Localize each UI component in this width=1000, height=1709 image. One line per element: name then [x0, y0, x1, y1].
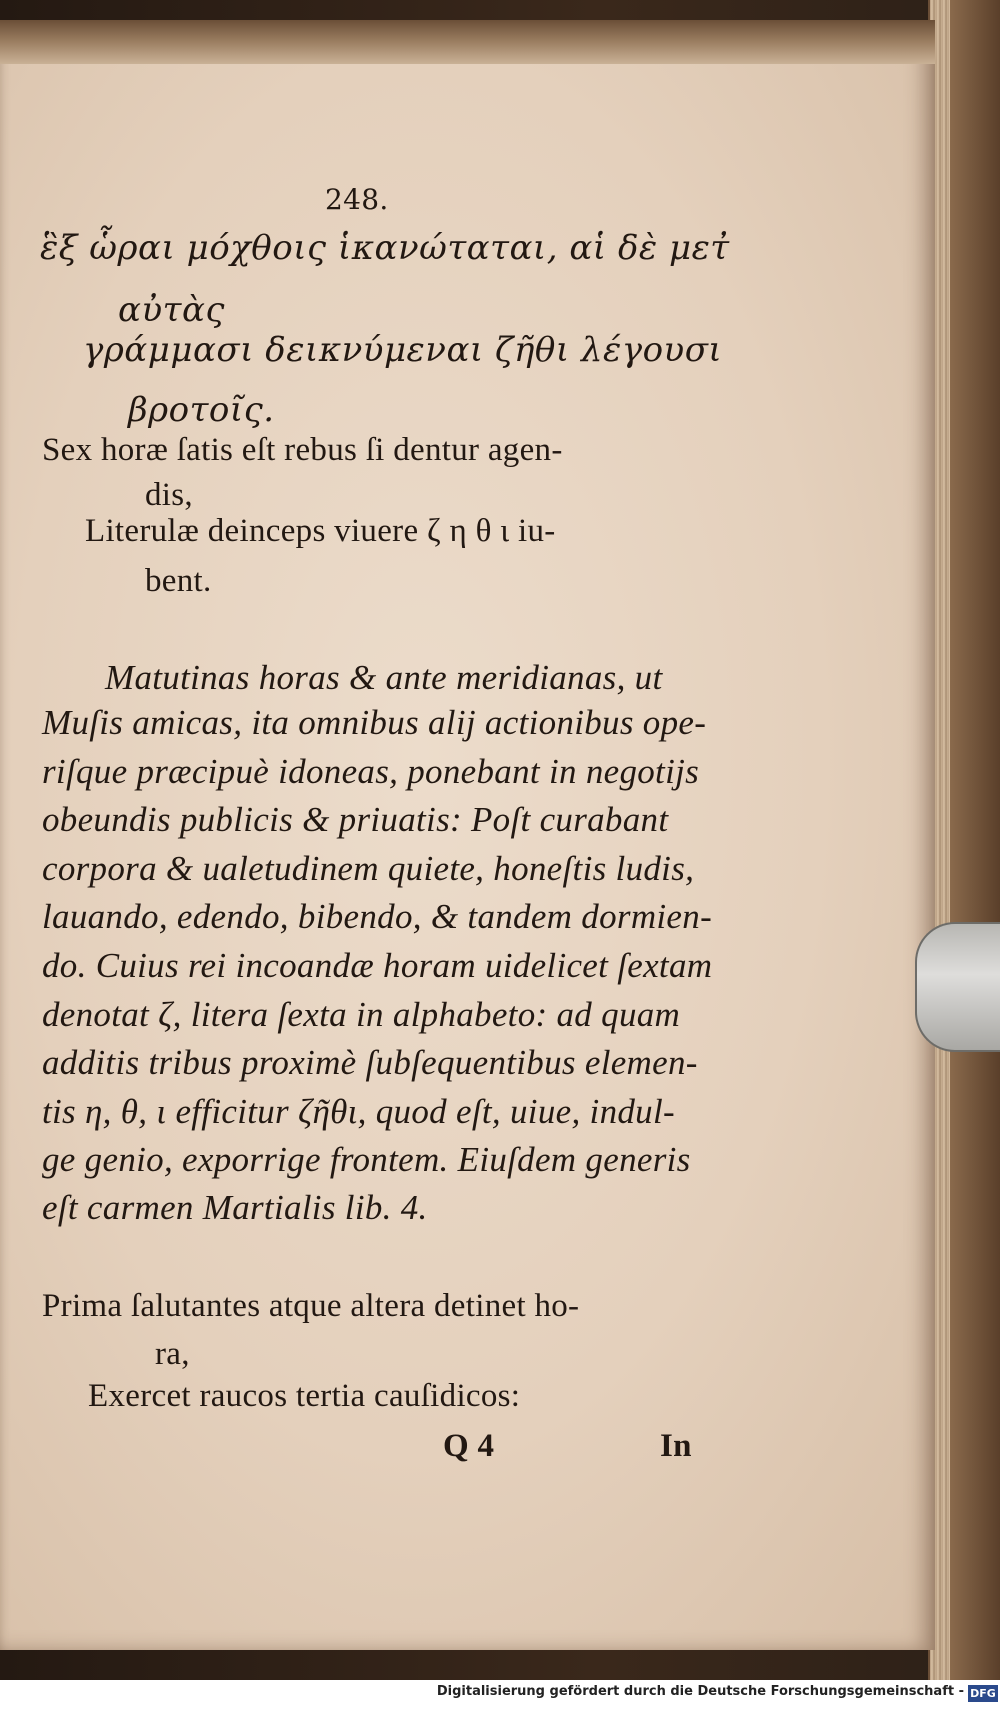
text-line: bent.: [145, 563, 212, 599]
text-line: eſt carmen Martialis lib. 4.: [42, 1188, 428, 1227]
text-line: Exercet raucos tertia cauſidicos:: [88, 1378, 521, 1414]
text-line: lauando, edendo, bibendo, & tandem dormien-: [42, 897, 713, 936]
text-line: riſque præcipuè idoneas, ponebant in negotijs: [42, 752, 700, 791]
text-line: γράμμασι δεικνύμεναι ζῆθι λέγουσι: [83, 330, 723, 370]
text-line: additis tribus proximè ſubſequentibus elemen-: [42, 1043, 698, 1082]
text-line: do. Cuius rei incoandæ horam uidelicet ſextam: [42, 946, 713, 985]
digitization-credit: Digitalisierung gefördert durch die Deutsche Forschungsgemeinschaft -: [436, 1684, 964, 1699]
book-cover-edge: [950, 0, 1000, 1709]
text-line: ἓξ ὧραι μόχθοις ἱκανώταται, αἱ δὲ μετ̓: [40, 228, 730, 268]
text-line: obeundis publicis & priuatis: Poſt curabant: [42, 800, 669, 839]
signature-mark: Q 4: [443, 1428, 495, 1464]
catchword: In: [660, 1428, 692, 1464]
text-line: ra,: [155, 1336, 190, 1372]
text-line: Muſis amicas, ita omnibus alij actionibus ope-: [42, 703, 707, 742]
text-line: corpora & ualetudinem quiete, honeſtis ludis,: [42, 849, 695, 888]
text-line: βροτοῖς.: [128, 390, 275, 430]
dfg-logo-icon: DFG: [968, 1685, 998, 1702]
text-line: ge genio, exporrige frontem. Eiuſdem generis: [42, 1140, 691, 1179]
text-line: tis η, θ, ι efficitur ζῆθι, quod eſt, uiue, indul-: [42, 1092, 675, 1131]
text-line: αὐτὰς: [118, 290, 225, 330]
text-line: dis,: [145, 477, 193, 513]
footer-bar: [0, 1680, 1000, 1709]
text-line: denotat ζ, litera ſexta in alphabeto: ad quam: [42, 995, 681, 1034]
text-line: Prima ſalutantes atque altera detinet ho-: [42, 1288, 580, 1324]
page-number: 248.: [325, 183, 389, 216]
text-line: Sex horæ ſatis eſt rebus ſi dentur agen-: [42, 432, 563, 468]
text-line: Literulæ deinceps viuere ζ η θ ι iu-: [85, 513, 556, 549]
text-line: Matutinas horas & ante meridianas, ut: [105, 658, 663, 697]
